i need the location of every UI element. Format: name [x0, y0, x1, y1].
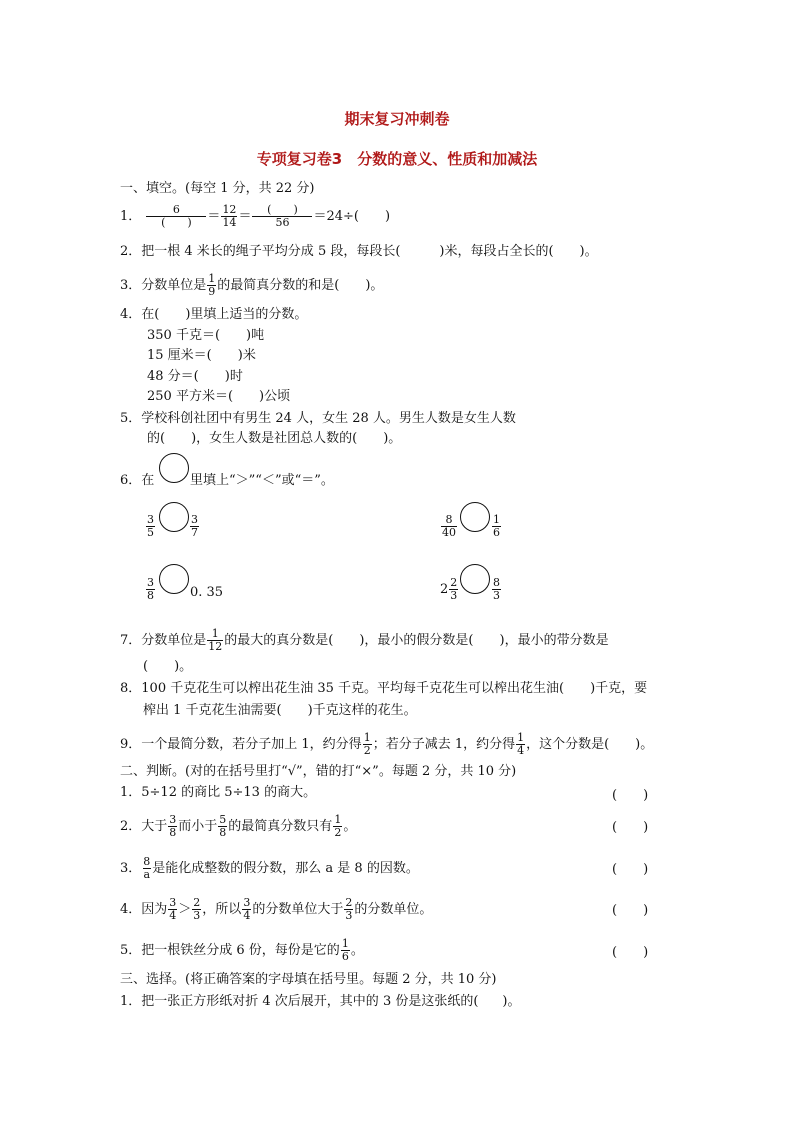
- question-1-3: [120, 273, 383, 298]
- fraction: [492, 577, 501, 602]
- question-text: ；若分子减去 1，约分得: [372, 737, 516, 752]
- fraction: [218, 814, 227, 839]
- numerator: 3: [243, 896, 251, 909]
- question-2-3: [120, 856, 419, 881]
- comparison-left: [440, 514, 458, 539]
- question-text: 的分数单位大于: [252, 902, 344, 917]
- numerator: ( ): [267, 203, 298, 216]
- equals-sign: ＝: [238, 209, 252, 224]
- numerator: 1: [341, 937, 349, 950]
- numerator: 1: [208, 272, 216, 285]
- question-1-7-line2: ( )。: [143, 659, 193, 674]
- fraction: [449, 577, 458, 602]
- comparison-circle[interactable]: [460, 564, 490, 594]
- comparison-circle[interactable]: [460, 502, 490, 532]
- denominator: 6: [493, 526, 500, 539]
- numerator: 1: [334, 813, 342, 826]
- denominator: 8: [219, 826, 227, 839]
- numerator: 2: [345, 896, 353, 909]
- greater-than-sign: ＞: [178, 902, 192, 917]
- fraction: [341, 938, 350, 963]
- denominator: 4: [517, 744, 525, 757]
- conversion-item: 15 厘米＝( )米: [147, 348, 256, 363]
- fraction: [516, 732, 525, 757]
- denominator: a: [143, 868, 151, 881]
- denominator: 8: [147, 589, 154, 602]
- question-text: 是能化成整数的假分数，那么 a 是 8 的因数。: [152, 861, 419, 876]
- equals-sign: ＝: [207, 209, 221, 224]
- fraction: [242, 897, 251, 922]
- question-text: 1．把一张正方形纸对折 4 次后展开，其中的 3 份是这张纸的(: [120, 994, 479, 1009]
- comparison-circle[interactable]: [159, 564, 189, 594]
- question-text: ，所以: [202, 902, 242, 917]
- comparison-circle[interactable]: [159, 453, 189, 483]
- numerator: 6: [172, 203, 180, 216]
- numerator: 1: [211, 627, 219, 640]
- question-2-5: [120, 938, 364, 963]
- numerator: 3: [191, 513, 198, 526]
- denominator: 8: [169, 826, 177, 839]
- answer-paren[interactable]: ( ): [612, 788, 649, 803]
- fraction: [441, 514, 457, 539]
- question-text: 3．: [120, 861, 142, 876]
- page-title: 期末复习冲刺卷: [344, 110, 450, 128]
- whole-part: 2: [440, 582, 449, 597]
- question-text: 的最简真分数只有: [228, 819, 333, 834]
- question-tail: ＝24÷( ): [313, 209, 391, 224]
- numerator: 2: [450, 576, 458, 589]
- question-text: ，这个分数是( )。: [526, 737, 654, 752]
- numerator: 8: [143, 855, 151, 868]
- question-3-1: [120, 993, 521, 1011]
- page-subtitle: 专项复习卷3 分数的意义、性质和加减法: [256, 150, 538, 168]
- conversion-item: 250 平方米＝( )公顷: [147, 389, 291, 404]
- denominator: 56: [252, 216, 312, 229]
- numerator: 2: [193, 896, 201, 909]
- fraction: [190, 514, 199, 539]
- denominator: 40: [442, 526, 456, 539]
- answer-paren[interactable]: ( ): [612, 862, 649, 877]
- question-text: 5．把一根铁丝分成 6 份，每份是它的: [120, 943, 340, 958]
- denominator: 2: [334, 826, 342, 839]
- question-1-2: 2．把一根 4 米长的绳子平均分成 5 段，每段长( )米，每段占全长的( )。: [120, 244, 598, 259]
- question-1-6-prefix: 6．在: [120, 473, 155, 488]
- answer-paren[interactable]: ( ): [612, 945, 649, 960]
- question-text: 的最简真分数的和是( )。: [217, 278, 384, 293]
- denominator: 3: [193, 909, 201, 922]
- numerator: 1: [517, 731, 525, 744]
- question-2-2: [120, 814, 356, 839]
- section2-heading: 二、判断。(对的在括号里打“√”，错的打“×”。每题 2 分，共 10 分): [120, 764, 517, 779]
- numerator: 1: [363, 731, 371, 744]
- numerator: 8: [445, 513, 453, 526]
- fraction: [146, 204, 206, 229]
- question-text: 而小于: [178, 819, 218, 834]
- fraction: [363, 732, 372, 757]
- question-text: 。: [350, 943, 364, 958]
- fraction: [344, 897, 353, 922]
- question-2-1: 1．5÷12 的商比 5÷13 的商大。: [120, 785, 317, 800]
- question-text: 4．因为: [120, 902, 168, 917]
- numerator: 3: [169, 896, 177, 909]
- question-text: 的最大的真分数是( )，最小的假分数是( )，最小的带分数是: [224, 633, 609, 648]
- question-1-5-line2: 的( )，女生人数是社团总人数的( )。: [147, 431, 402, 446]
- fraction: [168, 814, 177, 839]
- answer-paren[interactable]: ( ): [612, 820, 649, 835]
- section3-heading: 三、选择。(将正确答案的字母填在括号里。每题 2 分，共 10 分): [120, 972, 497, 987]
- fraction: [168, 897, 177, 922]
- fraction: [252, 204, 312, 229]
- denominator: 3: [450, 589, 458, 602]
- fraction: [207, 273, 216, 298]
- question-1-4-lead: 4．在( )里填上适当的分数。: [120, 307, 308, 322]
- comparison-right: [491, 514, 502, 539]
- fraction: [221, 204, 237, 229]
- fraction: [192, 897, 201, 922]
- question-1-6-text: 里填上“＞”“＜”或“＝”。: [190, 473, 334, 488]
- answer-paren[interactable]: ( ): [612, 903, 649, 918]
- question-1-8-line2: 榨出 1 千克花生油需要( )千克这样的花生。: [143, 703, 417, 718]
- denominator: 2: [363, 744, 371, 757]
- denominator: 6: [341, 950, 349, 963]
- denominator: 4: [243, 909, 251, 922]
- denominator: 3: [493, 589, 500, 602]
- comparison-left: [440, 577, 459, 602]
- fraction: [333, 814, 342, 839]
- denominator: 9: [208, 285, 216, 298]
- fraction: [492, 514, 501, 539]
- numerator: 3: [147, 513, 154, 526]
- question-text: 的分数单位。: [354, 902, 433, 917]
- question-text: 2．大于: [120, 819, 168, 834]
- question-1-5-line1: 5．学校科创社团中有男生 24 人，女生 28 人。男生人数是女生人数: [120, 411, 516, 426]
- question-2-4: [120, 897, 432, 922]
- question-number: 1．: [120, 209, 142, 224]
- conversion-item: 350 千克＝( )吨: [147, 328, 265, 343]
- comparison-right: 0. 35: [190, 585, 224, 600]
- denominator: 14: [222, 216, 237, 229]
- question-1-7: [120, 628, 609, 653]
- question-text: 9．一个最简分数，若分子加上 1，约分得: [120, 737, 362, 752]
- numerator: 5: [219, 813, 227, 826]
- comparison-left: [145, 514, 156, 539]
- question-1-8-line1: 8．100 千克花生可以榨出花生油 35 千克。平均每千克花生可以榨出花生油( )千克，要: [120, 681, 648, 696]
- fraction: [142, 856, 151, 881]
- denominator: 7: [191, 526, 198, 539]
- comparison-circle[interactable]: [159, 502, 189, 532]
- question-1-9: [120, 732, 653, 757]
- comparison-right: [189, 514, 200, 539]
- denominator: 5: [147, 526, 154, 539]
- numerator: 8: [493, 576, 500, 589]
- question-text: 3．分数单位是: [120, 278, 207, 293]
- numerator: 12: [222, 203, 237, 216]
- denominator: 12: [208, 640, 223, 653]
- section1-heading: 一、填空。(每空 1 分，共 22 分): [120, 181, 315, 196]
- fraction: [146, 577, 155, 602]
- fraction: [207, 628, 223, 653]
- conversion-item: 48 分＝( )时: [147, 369, 243, 384]
- fraction: [146, 514, 155, 539]
- comparison-left: [145, 577, 156, 602]
- question-text: 。: [343, 819, 357, 834]
- numerator: 3: [169, 813, 177, 826]
- denominator: 4: [169, 909, 177, 922]
- denominator: 3: [345, 909, 353, 922]
- comparison-right: [491, 577, 502, 602]
- numerator: 1: [493, 513, 500, 526]
- question-text: 7．分数单位是: [120, 633, 207, 648]
- question-1-1: [120, 204, 390, 229]
- denominator: ( ): [146, 216, 206, 229]
- question-text: )。: [502, 994, 521, 1009]
- numerator: 3: [147, 576, 154, 589]
